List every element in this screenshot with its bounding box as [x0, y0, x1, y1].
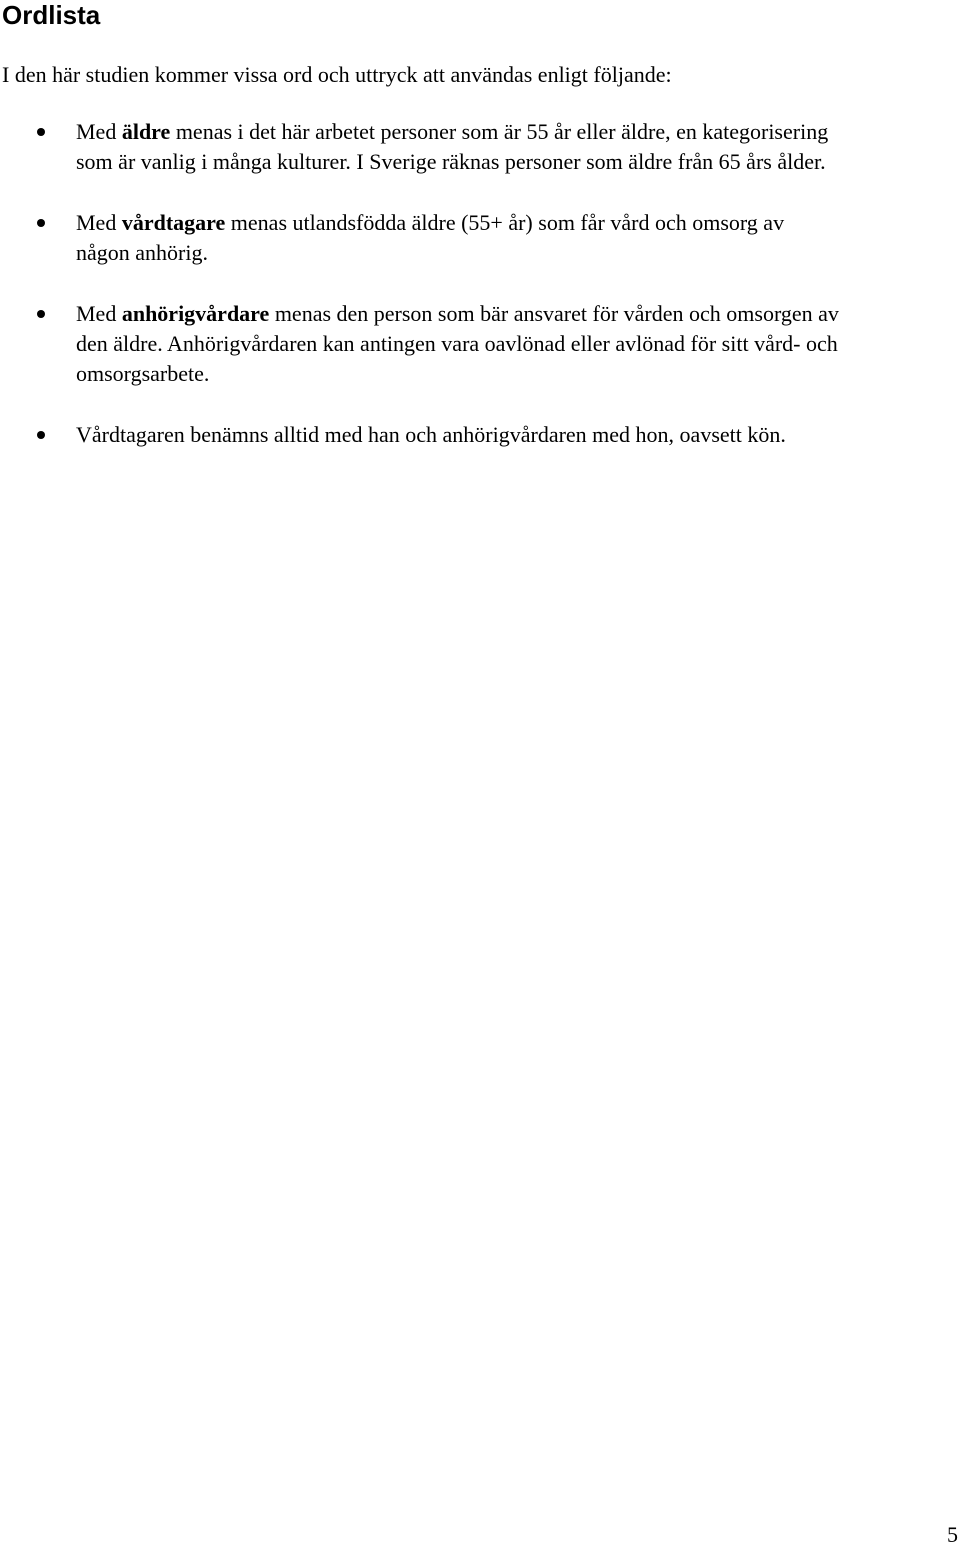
page-title: Ordlista [2, 0, 101, 30]
defined-term: äldre [121, 119, 171, 144]
text-segment: menas i det här arbetet personer som är 55 år eller äldre, en kategorisering [170, 119, 829, 144]
list-item [0, 117, 960, 177]
text-segment: menas den person som bär ansvaret för vården och omsorgen av [269, 301, 839, 326]
intro-paragraph: I den här studien kommer vissa ord och uttryck att användas enligt följande: [2, 62, 672, 87]
page-number: 5 [947, 1522, 958, 1547]
bullet-icon [37, 128, 45, 136]
text-line [76, 359, 960, 389]
text-segment: Med [76, 119, 122, 144]
text-line [76, 420, 960, 450]
text-segment: den äldre. Anhörigvårdaren kan antingen vara oavlönad eller avlönad för sitt vård- och [76, 331, 838, 356]
text-segment: Vårdtagaren benämns alltid med han och anhörigvårdaren med hon, oavsett kön. [76, 422, 786, 447]
list-item [0, 208, 960, 268]
text-line [76, 208, 960, 238]
text-segment: Med [76, 210, 122, 235]
text-segment: Med [76, 301, 122, 326]
text-segment: menas utlandsfödda äldre (55+ år) som får vård och omsorg av [225, 210, 785, 235]
text-line [76, 299, 960, 329]
text-line [76, 329, 960, 359]
text-line [76, 147, 960, 177]
text-segment: som är vanlig i många kulturer. I Sverige räknas personer som äldre från 65 års ålder. [76, 149, 826, 174]
bullet-icon [37, 431, 45, 439]
text-line [76, 117, 960, 147]
bullet-icon [37, 219, 45, 227]
list-item [0, 299, 960, 389]
defined-term: vårdtagare [121, 210, 226, 235]
bullet-icon [37, 310, 45, 318]
list-item [0, 420, 960, 450]
definition-list [0, 117, 960, 450]
text-line [76, 238, 960, 268]
defined-term: anhörigvårdare [121, 301, 270, 326]
text-segment: omsorgsarbete. [76, 361, 210, 386]
text-segment: någon anhörig. [76, 240, 208, 265]
